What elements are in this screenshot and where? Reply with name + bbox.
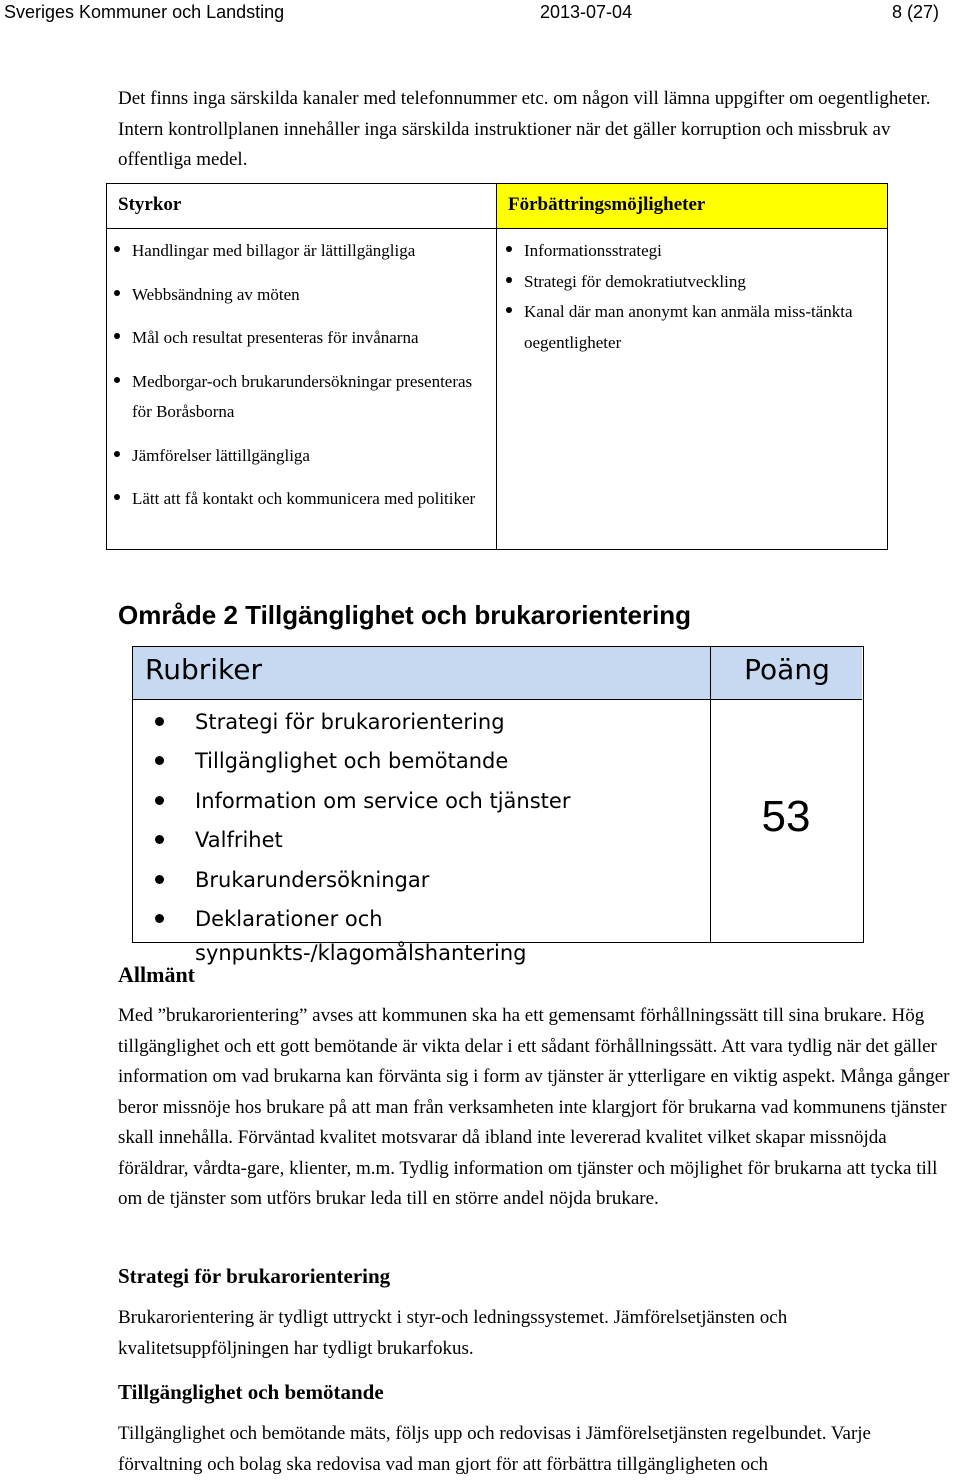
page-header bbox=[0, 0, 960, 26]
list-item: Lätt att få kontakt och kommunicera med politiker bbox=[107, 484, 496, 515]
improvements-header: Förbättringsmöjligheter bbox=[508, 194, 706, 215]
list-item: Deklarationer och synpunkts-/klagomålshantering bbox=[133, 902, 710, 941]
rubriker-header-cell bbox=[133, 647, 710, 700]
list-item: Tillgänglighet och bemötande bbox=[133, 744, 710, 783]
area-title: Område 2 Tillgänglighet och brukarorientering bbox=[118, 600, 692, 630]
header-page-number: 8 (27) bbox=[892, 2, 940, 22]
poang-header: Poäng bbox=[744, 653, 830, 686]
rubriker-list bbox=[133, 705, 710, 965]
strategi-heading: Strategi för brukarorientering bbox=[118, 1264, 391, 1288]
area-score-table bbox=[132, 646, 864, 965]
header-date: 2013-07-04 bbox=[540, 2, 633, 22]
strengths-table bbox=[106, 183, 888, 550]
list-item: Medborgar-och brukarundersökningar presenteras för Boråsborna bbox=[107, 367, 496, 428]
intro-paragraph: Det finns inga särskilda kanaler med telefonnummer etc. om någon vill lämna uppgifter om oegentligheter. Intern kontrollplanen innehåller inga särskilda instruktioner när det gäller korruption och missbruk av offentliga medel. bbox=[118, 88, 931, 170]
poang-header-cell bbox=[710, 647, 862, 700]
header-organization: Sveriges Kommuner och Landsting bbox=[4, 2, 285, 22]
list-item: Strategi för brukarorientering bbox=[133, 705, 710, 744]
allmant-paragraph: Med ”brukarorientering” avses att kommunen ska ha ett gemensamt förhållningssätt till sina brukare. Hög tillgänglighet och ett gott bemötande är vikta delar i ett sådant förhållningssätt. Att vara tydlig när det gäller information om vad brukarna kan förvänta sig i form av tjänster är ytterligare en viktig aspekt. Många gånger beror missnöje hos brukare på att man från verksamheten inte klargjort för brukarna vad kommunens tjänster skall innehålla. Förväntad kvalitet motsvarar då ibland inte levererad kvalitet vilket skapar missnöjda föräldrar, vårdta-gare, klienter, m.m. Tydlig information om tjänster och möjlighet för brukarna att tycka till om de tjänster som utförs brukar leda till en större andel nöjda brukare. bbox=[118, 1005, 950, 1209]
tillganglighet-heading: Tillgänglighet och bemötande bbox=[118, 1380, 384, 1404]
list-item: Jämförelser lättillgängliga bbox=[107, 441, 496, 472]
list-item: Brukarundersökningar bbox=[133, 863, 710, 902]
strengths-header: Styrkor bbox=[118, 194, 182, 215]
list-item: Kanal där man anonymt kan anmäla miss-tänkta oegentligheter bbox=[499, 297, 879, 358]
table-column-divider bbox=[496, 229, 497, 549]
list-item: Information om service och tjänster bbox=[133, 784, 710, 823]
improvements-header-cell bbox=[496, 184, 887, 229]
list-item: Strategi för demokratiutveckling bbox=[499, 267, 879, 298]
list-item: Webbsändning av möten bbox=[107, 280, 496, 311]
rubriker-header: Rubriker bbox=[145, 653, 262, 686]
list-item: Valfrihet bbox=[133, 823, 710, 862]
list-item: Handlingar med billagor är lättillgängliga bbox=[107, 236, 496, 267]
allmant-heading: Allmänt bbox=[118, 962, 195, 987]
strengths-header-cell bbox=[107, 184, 496, 229]
list-item: Informationsstrategi bbox=[499, 236, 879, 267]
score-value: 53 bbox=[761, 792, 811, 841]
strengths-list bbox=[107, 236, 496, 528]
strategi-paragraph: Brukarorientering är tydligt uttryckt i styr-och ledningssystemet. Jämförelsetjänsten och kvalitetsuppföljningen har tydligt brukarfokus. bbox=[118, 1307, 788, 1359]
list-item: Mål och resultat presenteras för invånarna bbox=[107, 323, 496, 354]
tillganglighet-paragraph: Tillgänglighet och bemötande mäts, följs upp och redovisas i Jämförelsetjänsten regelbundet. Varje förvaltning och bolag ska redovisa vad man gjort för att förbättra tillgängligheten och bbox=[118, 1423, 871, 1475]
improvements-list bbox=[499, 236, 879, 358]
